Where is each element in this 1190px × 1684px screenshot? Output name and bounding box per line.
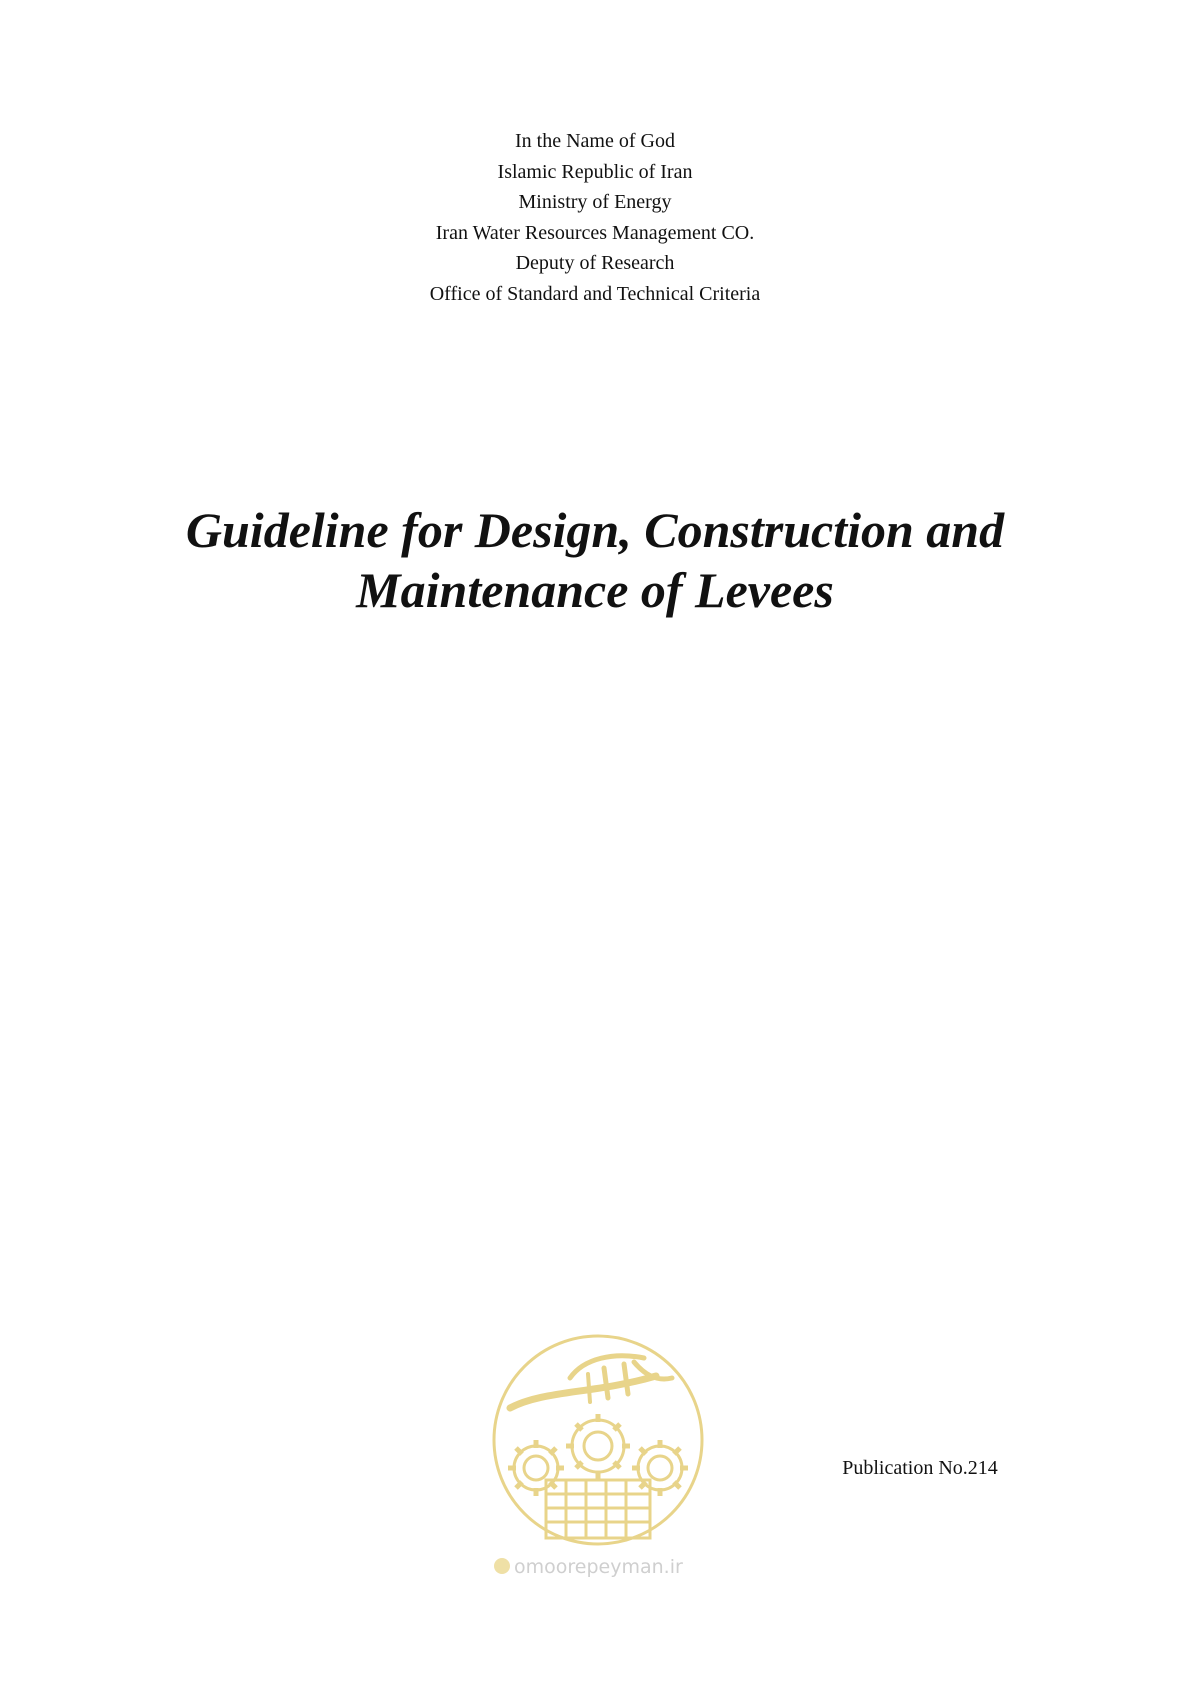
header-line-deputy: Deputy of Research [515, 252, 675, 275]
header-line-ministry: Ministry of Energy [518, 191, 672, 214]
publication-number: Publication No.214 [842, 1457, 998, 1479]
title-line-2: Maintenance of Levees [356, 562, 834, 618]
document-title [80, 500, 1110, 620]
header-line-company: Iran Water Resources Management CO. [435, 221, 755, 244]
header-line-country: Islamic Republic of Iran [497, 160, 693, 183]
watermark-caption: omoorepeyman.ir [514, 1556, 683, 1578]
header-line-office: Office of Standard and Technical Criteria [429, 282, 761, 305]
title-line-1: Guideline for Design, Construction and [185, 502, 1005, 558]
seal-logo-icon [484, 1328, 712, 1584]
header-line-invocation: In the Name of God [515, 130, 675, 152]
watermark-seal [484, 1328, 712, 1584]
issuer-header [0, 126, 1190, 310]
